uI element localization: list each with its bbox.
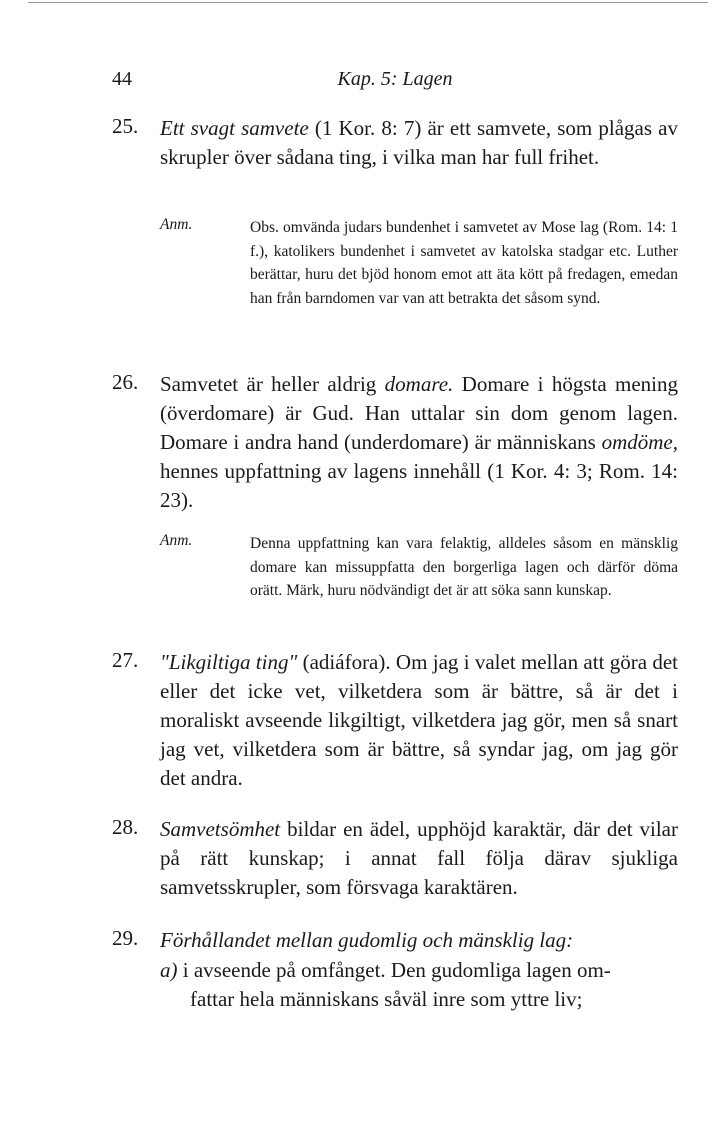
section-25-body: (1 Kor. 8: 7) är ett samvete, som plågas av skrupler över sådana ting, i vilka man har full frihet.	[160, 116, 678, 169]
section-number-27: 27.	[112, 648, 139, 672]
section-25-text	[160, 114, 678, 172]
section-26-term-1: domare.	[384, 372, 454, 396]
section-number-28: 28.	[112, 815, 139, 839]
page-header	[112, 68, 678, 94]
section-number-29: 29.	[112, 926, 139, 950]
section-25-note: Obs. omvända judars bundenhet i samvetet av Mose lag (Rom. 14: 1 f.), katolikers bundenhet i samvetet av katolska stadgar etc. Luther berättar, huru det bjöd honom emot att äta kött på fredagen, emedan han från barndomen var van att betrakta det såsom synd.	[250, 219, 678, 307]
section-29-heading-text: Förhållandet mellan gudomlig och mänsklig lag:	[160, 928, 574, 952]
note-label-25: Anm.	[160, 216, 193, 233]
page-number: 44	[112, 68, 132, 90]
section-25-term: Ett svagt samvete	[160, 116, 309, 140]
section-27-text	[160, 648, 678, 793]
section-27-term: "Likgiltiga ting"	[160, 650, 298, 674]
section-28-body: bildar en ädel, upphöjd karaktär, där det vilar på rätt kunskap; i annat fall följa därav sjukliga samvetsskrupler, som försvaga karaktären.	[160, 817, 678, 899]
sub-a-text: i avseende på omfånget. Den gudomliga lagen om-	[177, 958, 611, 982]
section-29-sub-a	[160, 956, 678, 985]
note-label-26: Anm.	[160, 532, 193, 549]
section-26-note: Denna uppfattning kan vara felaktig, alldeles såsom en mänsklig domare kan missuppfatta den borgerliga lagen och därför döma orätt. Märk, huru nödvändigt det är att söka sann kunskap.	[250, 535, 678, 599]
section-26-text-2: Domare i högsta mening (överdomare) är Gud. Han uttalar sin dom genom lagen. Domare i andra hand (underdomare) är människans	[160, 372, 678, 454]
section-27-body: (adiáfora). Om jag i valet mellan att göra det eller det icke vet, vilketdera som är bättre, så är det i moraliskt avseende likgiltigt, vilketdera jag gör, men så snart jag vet, vilketdera som är bättre, så syndar jag, om jag gör det andra.	[160, 650, 678, 790]
section-26-term-2: omdöme,	[601, 430, 678, 454]
sub-a-continuation: fattar hela människans såväl inre som yttre liv;	[190, 987, 583, 1011]
section-28-term: Samvetsömhet	[160, 817, 281, 841]
scan-edge-line	[28, 2, 708, 3]
section-26-text-3: hennes uppfattning av lagens innehåll (1 Kor. 4: 3; Rom. 14: 23).	[160, 459, 678, 512]
sub-label-a: a)	[160, 958, 178, 982]
section-29-heading	[160, 926, 678, 955]
section-number-25: 25.	[112, 114, 139, 138]
section-28-text	[160, 815, 678, 902]
running-head: Kap. 5: Lagen	[337, 68, 453, 90]
section-number-26: 26.	[112, 370, 139, 394]
section-26-text-1: Samvetet är heller aldrig	[160, 372, 385, 396]
section-26-text	[160, 370, 678, 515]
